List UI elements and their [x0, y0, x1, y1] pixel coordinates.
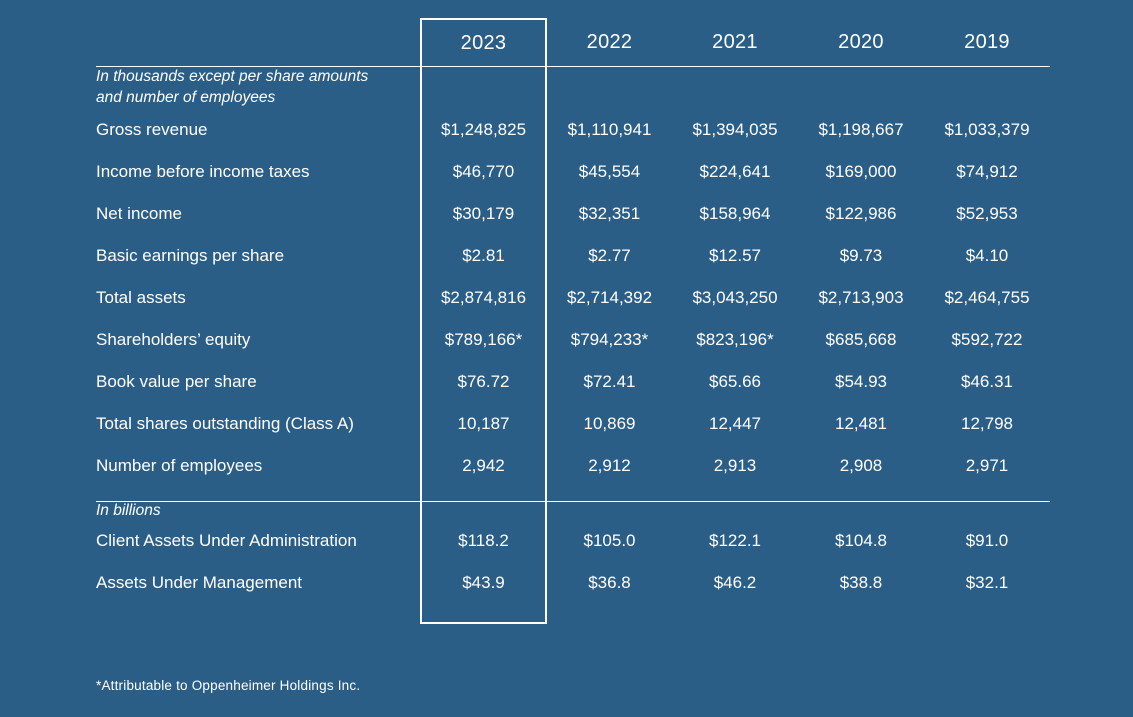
cell-total-shares-outstanding-2022: 10,869: [583, 413, 636, 433]
cell-book-value-per-share-2020: $54.93: [835, 371, 887, 391]
cell-shareholders-equity-2022: $794,233*: [570, 329, 649, 349]
cell-basic-eps-2021: $12.57: [709, 245, 761, 265]
table-row: [96, 277, 1050, 319]
cell-book-value-per-share-2021: $65.66: [709, 371, 761, 391]
row-label-gross-revenue: Gross revenue: [96, 119, 208, 139]
spacer-label: [96, 487, 421, 502]
table-row: [96, 445, 1050, 487]
cell-net-income-2020: $122,986: [825, 203, 897, 223]
spacer-2020: [798, 487, 924, 502]
bottom-spacer-2022: [546, 604, 672, 623]
cell-gross-revenue-2020: $1,198,667: [818, 119, 904, 139]
cell-total-shares-outstanding-2019: 12,798: [961, 413, 1013, 433]
units-spacer-2021: [672, 67, 798, 109]
units-note-billions: In billions: [96, 501, 161, 519]
cell-income-before-taxes-2023: $46,770: [421, 151, 546, 193]
cell-net-income-2019: $52,953: [956, 203, 1018, 223]
bottom-spacer-2020: [798, 604, 924, 623]
table-header-row: [96, 19, 1050, 67]
spacer-2019: [924, 487, 1050, 502]
cell-total-shares-outstanding-2020: 12,481: [835, 413, 887, 433]
table-row: [96, 109, 1050, 151]
cell-basic-eps-2023: $2.81: [421, 235, 546, 277]
cell-aum-2023: $43.9: [421, 562, 546, 604]
cell-basic-eps-2020: $9.73: [839, 245, 883, 265]
column-header-2023: 2023: [421, 19, 546, 67]
units2-spacer-2023: [421, 502, 546, 520]
cell-total-shares-outstanding-2023: 10,187: [421, 403, 546, 445]
units-note-row-billions: [96, 502, 1050, 520]
financial-highlights-table: [96, 18, 1050, 624]
units-spacer-2022: [546, 67, 672, 109]
table-row: [96, 361, 1050, 403]
cell-aum-2021: $46.2: [713, 572, 757, 592]
section-spacer: [96, 487, 1050, 502]
cell-client-aua-2022: $105.0: [583, 530, 636, 550]
units2-spacer-2019: [924, 502, 1050, 520]
table-row: [96, 319, 1050, 361]
row-label-total-assets: Total assets: [96, 287, 186, 307]
column-header-2021: 2021: [712, 31, 758, 53]
table-row: [96, 562, 1050, 604]
units-note-row-thousands: [96, 67, 1050, 109]
cell-shareholders-equity-2020: $685,668: [825, 329, 897, 349]
bottom-spacer-2023: [421, 604, 546, 623]
cell-number-of-employees-2020: 2,908: [839, 455, 883, 475]
header-label-blank: [96, 19, 421, 67]
cell-shareholders-equity-2019: $592,722: [951, 329, 1023, 349]
row-label-shareholders-equity: Shareholders’ equity: [96, 329, 251, 349]
units-spacer-2023: [421, 67, 546, 109]
spacer-2022: [546, 487, 672, 502]
footnote: *Attributable to Oppenheimer Holdings Inc.: [96, 678, 361, 693]
cell-aum-2022: $36.8: [588, 572, 631, 592]
cell-income-before-taxes-2019: $74,912: [956, 161, 1018, 181]
cell-number-of-employees-2022: 2,912: [588, 455, 631, 475]
units-spacer-2020: [798, 67, 924, 109]
spacer-2023: [421, 487, 546, 502]
cell-gross-revenue-2023: $1,248,825: [421, 109, 546, 151]
cell-total-assets-2020: $2,713,903: [818, 287, 904, 307]
cell-book-value-per-share-2022: $72.41: [583, 371, 636, 391]
row-label-net-income: Net income: [96, 203, 182, 223]
cell-total-assets-2019: $2,464,755: [944, 287, 1030, 307]
row-label-income-before-taxes: Income before income taxes: [96, 161, 310, 181]
cell-shareholders-equity-2021: $823,196*: [696, 329, 774, 349]
table-row: [96, 235, 1050, 277]
cell-net-income-2022: $32,351: [578, 203, 641, 223]
row-label-book-value-per-share: Book value per share: [96, 371, 257, 391]
spacer-2021: [672, 487, 798, 502]
bottom-spacer-2021: [672, 604, 798, 623]
cell-income-before-taxes-2021: $224,641: [699, 161, 771, 181]
bottom-spacer-label: [96, 604, 421, 623]
cell-total-assets-2023: $2,874,816: [421, 277, 546, 319]
column-header-2019: 2019: [964, 31, 1010, 53]
cell-aum-2020: $38.8: [839, 572, 883, 592]
cell-net-income-2021: $158,964: [699, 203, 771, 223]
cell-gross-revenue-2019: $1,033,379: [944, 119, 1030, 139]
cell-total-assets-2022: $2,714,392: [566, 287, 653, 307]
row-label-basic-eps: Basic earnings per share: [96, 245, 285, 265]
cell-client-aua-2021: $122.1: [709, 530, 761, 550]
cell-basic-eps-2019: $4.10: [965, 245, 1009, 265]
column-header-2022: 2022: [586, 31, 633, 53]
cell-gross-revenue-2022: $1,110,941: [567, 119, 652, 139]
cell-income-before-taxes-2020: $169,000: [825, 161, 897, 181]
row-label-client-assets-under-administration: Client Assets Under Administration: [96, 530, 357, 550]
cell-total-shares-outstanding-2021: 12,447: [709, 413, 761, 433]
units2-spacer-2020: [798, 502, 924, 520]
units2-spacer-2022: [546, 502, 672, 520]
row-label-assets-under-management: Assets Under Management: [96, 572, 302, 592]
bottom-spacer: [96, 604, 1050, 623]
cell-client-aua-2020: $104.8: [835, 530, 887, 550]
cell-book-value-per-share-2019: $46.31: [961, 371, 1013, 391]
table-row: [96, 403, 1050, 445]
cell-net-income-2023: $30,179: [421, 193, 546, 235]
cell-client-aua-2019: $91.0: [965, 530, 1009, 550]
row-label-total-shares-outstanding: Total shares outstanding (Class A): [96, 413, 354, 433]
cell-number-of-employees-2023: 2,942: [421, 445, 546, 487]
cell-basic-eps-2022: $2.77: [588, 245, 631, 265]
cell-book-value-per-share-2023: $76.72: [421, 361, 546, 403]
cell-client-aua-2023: $118.2: [421, 520, 546, 562]
units-note-thousands: In thousands except per share amounts and number of employees: [96, 68, 369, 106]
table-row: [96, 193, 1050, 235]
cell-income-before-taxes-2022: $45,554: [578, 161, 641, 181]
row-label-number-of-employees: Number of employees: [96, 455, 263, 475]
table-row: [96, 520, 1050, 562]
bottom-spacer-2019: [924, 604, 1050, 623]
table-row: [96, 151, 1050, 193]
cell-aum-2019: $32.1: [965, 572, 1009, 592]
cell-shareholders-equity-2023: $789,166*: [421, 319, 546, 361]
units2-spacer-2021: [672, 502, 798, 520]
units-spacer-2019: [924, 67, 1050, 109]
cell-gross-revenue-2021: $1,394,035: [692, 119, 778, 139]
cell-total-assets-2021: $3,043,250: [692, 287, 778, 307]
cell-number-of-employees-2021: 2,913: [713, 455, 757, 475]
cell-number-of-employees-2019: 2,971: [965, 455, 1009, 475]
column-header-2020: 2020: [838, 31, 884, 53]
